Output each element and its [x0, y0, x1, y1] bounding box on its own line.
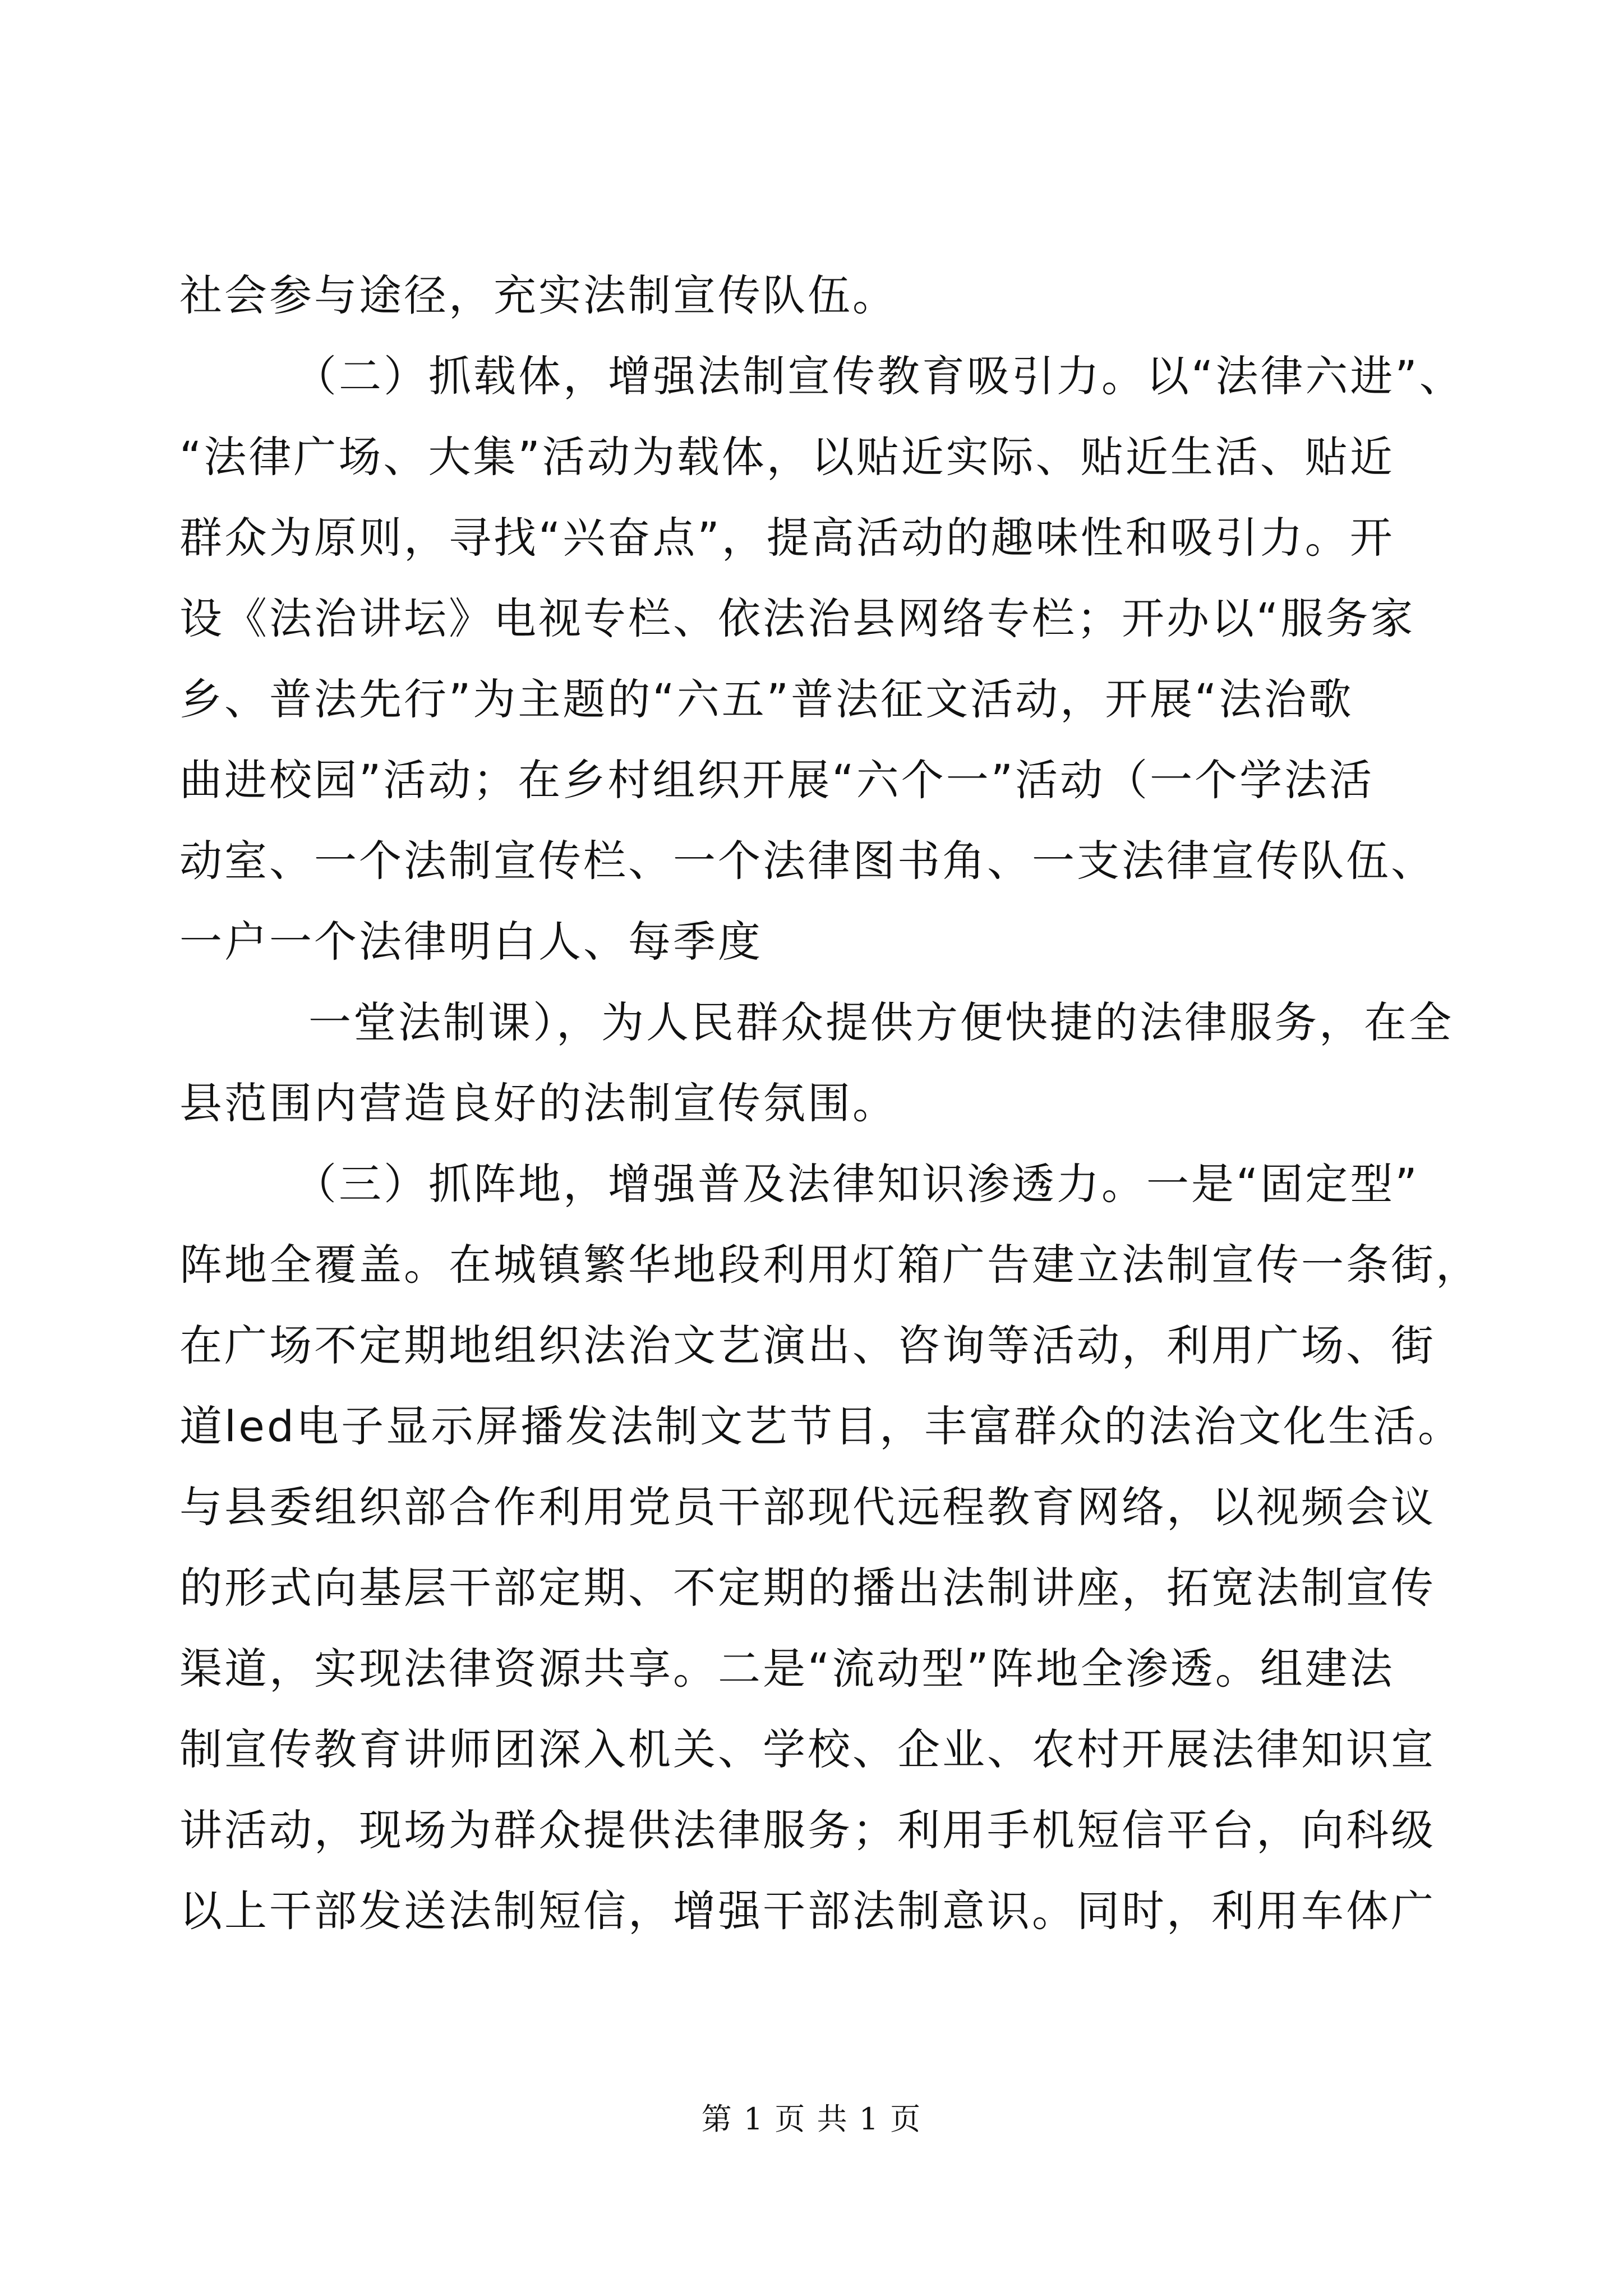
text-line: 一户一个法律明白人、每季度 — [179, 917, 763, 967]
text-line: 一堂法制课），为人民群众提供方便快捷的法律服务，在全 — [308, 997, 1454, 1047]
text-line: 渠道，实现法律资源共享。二是“流动型”阵地全渗透。组建法 — [179, 1644, 1395, 1694]
text-line: （三）抓阵地，增强普及法律知识渗透力。一是“固定型” — [294, 1159, 1419, 1209]
text-line: 以上干部发送法制短信，增强干部法制意识。同时，利用车体广 — [179, 1886, 1436, 1936]
text-line: 在广场不定期地组织法治文艺演出、咨询等活动，利用广场、街 — [179, 1320, 1436, 1370]
text-line: 乡、普法先行”为主题的“六五”普法征文活动，开展“法治歌 — [179, 674, 1354, 724]
text-line: （二）抓载体，增强法制宣传教育吸引力。以“法律六进”、 — [294, 351, 1464, 401]
text-line: 道led电子显示屏播发法制文艺节目，丰富群众的法治文化生活。 — [179, 1401, 1463, 1451]
text-line: 县范围内营造良好的法制宣传氛围。 — [179, 1078, 897, 1128]
text-line: 阵地全覆盖。在城镇繁华地段利用灯箱广告建立法制宣传一条街， — [179, 1240, 1481, 1290]
document-body — [179, 255, 1481, 1952]
text-line: 制宣传教育讲师团深入机关、学校、企业、农村开展法律知识宣 — [179, 1724, 1436, 1774]
text-line: 社会参与途径，充实法制宣传队伍。 — [179, 270, 897, 320]
text-line: 设《法治讲坛》电视专栏、依法治县网络专栏；开办以“服务家 — [179, 593, 1415, 643]
text-line: “法律广场、大集”活动为载体，以贴近实际、贴近生活、贴近 — [179, 432, 1395, 482]
text-line: 的形式向基层干部定期、不定期的播出法制讲座，拓宽法制宣传 — [179, 1563, 1436, 1613]
page-number-footer: 第 1 页 共 1 页 — [701, 2101, 922, 2137]
text-line: 讲活动，现场为群众提供法律服务；利用手机短信平台，向科级 — [179, 1805, 1436, 1855]
text-line: 曲进校园”活动；在乡村组织开展“六个一”活动（一个学法活 — [179, 755, 1375, 805]
text-line: 动室、一个法制宣传栏、一个法律图书角、一支法律宣传队伍、 — [179, 836, 1436, 886]
text-line: 群众为原则，寻找“兴奋点”，提高活动的趣味性和吸引力。开 — [179, 513, 1395, 563]
text-line: 与县委组织部合作利用党员干部现代远程教育网络，以视频会议 — [179, 1482, 1436, 1532]
